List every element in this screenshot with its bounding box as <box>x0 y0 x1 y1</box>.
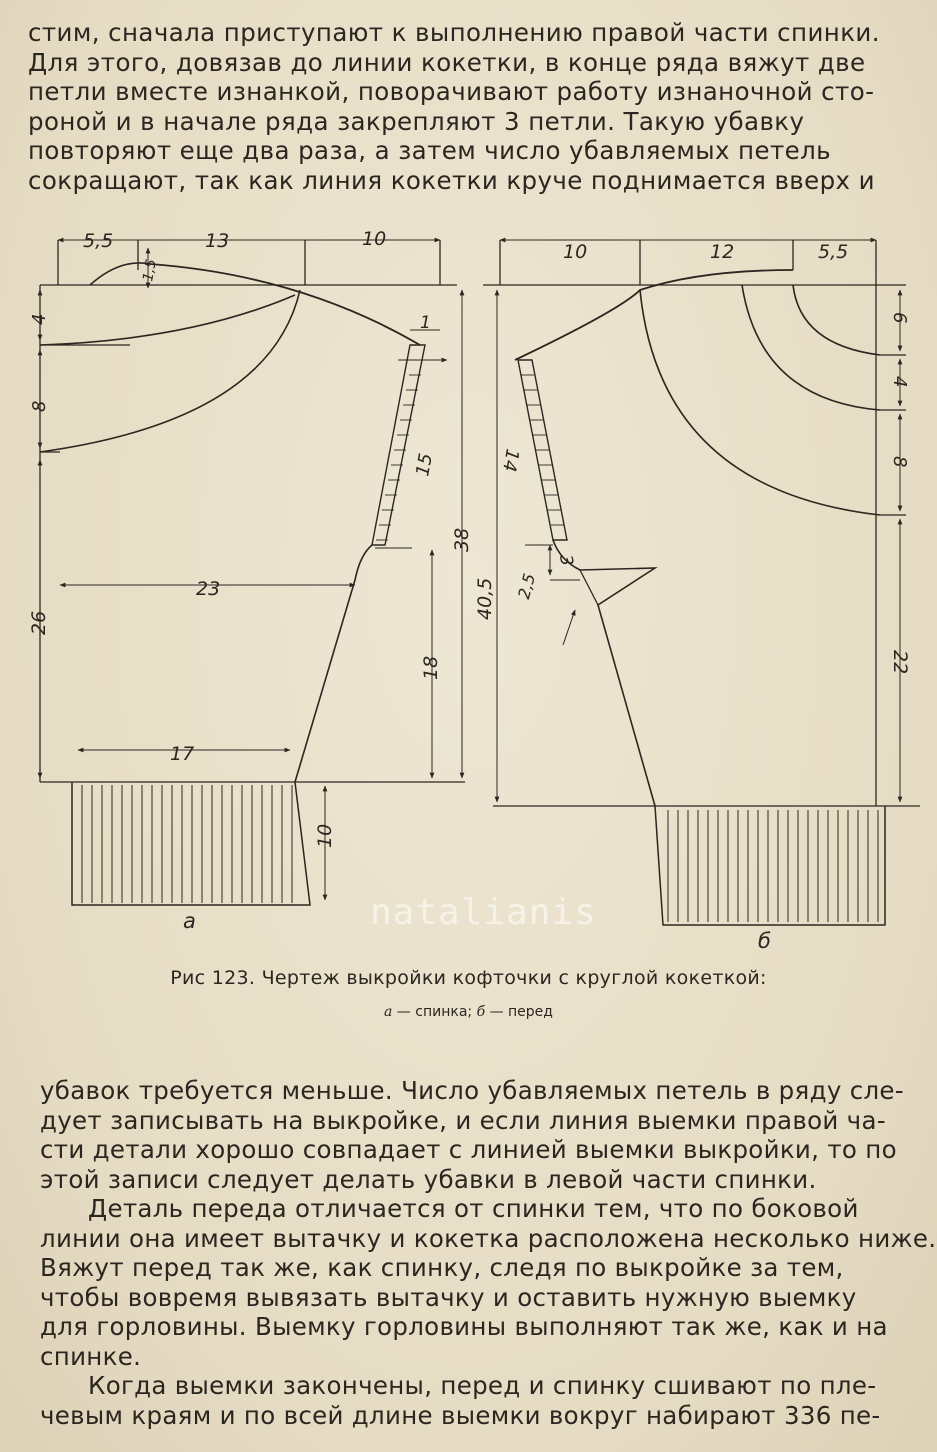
paragraph <box>40 1194 937 1371</box>
dim-label: 40,5 <box>474 577 496 620</box>
dim-label: 26 <box>28 610 50 635</box>
piece-letter-b: б <box>758 929 771 953</box>
dim-label: 8 <box>889 456 910 468</box>
text-line: для горловины. Выемку горловины выполняют так же, как и на <box>40 1312 888 1341</box>
dim-label: 15 <box>412 451 437 478</box>
legend-letter: б <box>476 1004 486 1020</box>
text-line: линии она имеет вытачку и кокетка расположена несколько ниже. <box>40 1223 937 1253</box>
text-line: чевым краям и по всей длине выемки вокруг набирают 336 пе- <box>40 1400 881 1430</box>
text-line: повторяют еще два раза, а затем число убавляемых петель <box>28 136 831 165</box>
dim-label: 10 <box>314 823 336 848</box>
legend-text: — перед <box>485 1004 553 1020</box>
dim-label: 22 <box>889 650 911 675</box>
text-line: чтобы вовремя вывязать вытачку и оставить нужную выемку <box>40 1282 857 1312</box>
front-piece <box>483 240 920 925</box>
dim-label: 10 <box>563 241 588 263</box>
text-line: убавок требуется меньше. Число убавляемых петель в ряду сле- <box>40 1076 904 1105</box>
figure-caption: Рис 123. Чертеж выкройки кофточки с круглой кокеткой: <box>170 967 767 989</box>
dim-label: 1 <box>420 313 431 333</box>
top-paragraph <box>28 18 912 195</box>
paragraph <box>40 1371 916 1430</box>
dim-label: 6 <box>889 312 910 324</box>
dim-label: 14 <box>498 447 523 474</box>
dim-label: 13 <box>205 230 230 252</box>
dim-label: 8 <box>29 400 50 412</box>
text-line: Вяжут перед так же, как спинку, следя по выкройке за тем, <box>40 1253 844 1282</box>
back-piece <box>40 240 465 905</box>
text-line: дует записывать на выкройке, и если линия выемки правой ча- <box>40 1105 886 1135</box>
text-line: Деталь переда отличается от спинки тем, что по боковой <box>88 1194 859 1223</box>
dim-label: 4 <box>889 376 910 388</box>
dim-label: 5,5 <box>818 241 849 263</box>
text-line: Для этого, довязав до линии кокетки, в конце ряда вяжут две <box>28 47 866 77</box>
text-line: петли вместе изнанкой, поворачивают работу изнаночной сто- <box>28 77 875 106</box>
legend-letter: а <box>384 1004 393 1020</box>
figure-legend <box>0 1004 937 1020</box>
dim-label: 2,5 <box>514 571 540 601</box>
text-line: спинке. <box>40 1341 142 1371</box>
dim-label: 3 <box>555 553 577 568</box>
dim-label: 5,5 <box>83 230 114 252</box>
legend-text: — спинка; <box>392 1004 477 1020</box>
text-line: сти детали хорошо совпадает с линией выемки выкройки, то по <box>40 1135 897 1164</box>
dim-label: 1,5 <box>140 257 160 283</box>
text-line: стим, сначала приступают к выполнению правой части спинки. <box>28 18 880 47</box>
watermark: natalianis <box>370 892 597 933</box>
dim-label: 17 <box>170 743 195 765</box>
text-line: сокращают, так как линия кокетки круче поднимается вверх и <box>28 165 875 195</box>
text-line: этой записи следует делать убавки в левой части спинки. <box>40 1164 817 1194</box>
dim-label: 10 <box>362 228 387 250</box>
dim-label: 18 <box>420 655 442 680</box>
paragraph <box>40 1076 916 1194</box>
text-line: роной и в начале ряда закрепляют 3 петли. Такую убавку <box>28 106 805 136</box>
text-line: Когда выемки закончены, перед и спинку сшивают по пле- <box>88 1371 877 1400</box>
bottom-text <box>40 1076 937 1430</box>
pattern-drawing <box>0 215 937 955</box>
piece-letter-a: а <box>183 909 196 933</box>
dim-label: 12 <box>710 241 735 263</box>
dim-label: 4 <box>29 313 50 325</box>
dim-label: 38 <box>451 527 473 552</box>
dim-label: 23 <box>196 578 221 600</box>
